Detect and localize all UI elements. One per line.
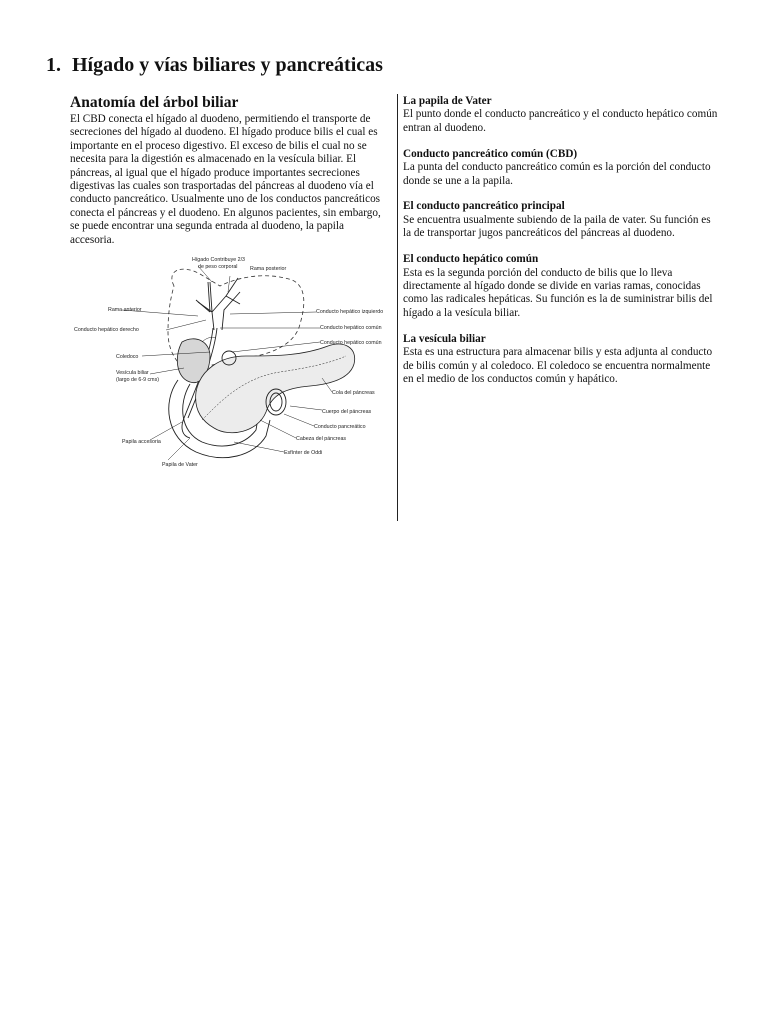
label-esfinter-oddi: Esfínter de Oddi	[284, 450, 323, 456]
label-conducto-pancreatico: Conducto pancreático	[314, 424, 366, 430]
pancreas-shape	[196, 344, 355, 433]
label-cuerpo-pancreas: Cuerpo del páncreas	[322, 409, 372, 415]
label-cola-pancreas: Cola del páncreas	[332, 390, 375, 396]
biliary-anatomy-figure	[70, 252, 386, 474]
label-cabeza-pancreas: Cabeza del páncreas	[296, 436, 347, 442]
label-higado: Hígado Contribuye 2/3	[192, 257, 246, 263]
right-column	[403, 95, 721, 399]
section-title: Hígado y vías biliares y pancreáticas	[72, 54, 383, 76]
term-vesicula-biliar	[403, 333, 721, 387]
label-conducto-hepatico-izquierdo: Conducto hepático izquierdo	[316, 309, 384, 315]
intro-paragraph: El CBD conecta el hígado al duodeno, permitiendo el transporte de secreciones del hígado al duodeno. El hígado produce bilis el cual es importante en el proceso digestivo. El exceso de bilis el cual no se necesita para la digestión es almacenado en la vesícula biliar. El páncreas, al igual que el hígado produce importantes secreciones digestivas las cuales son trasportadas del páncreas al duodeno vía el conducto pancreático. Usualmente uno de los conductos pancreáticos conecta el páncreas y el duodeno. En algunos pacientes, sin embargo, se puede encontrar una segunda entrada al duodeno, la papila accesoria.	[70, 113, 381, 246]
section-number: 1.	[46, 54, 61, 76]
label-rama-anterior: Rama anterior	[108, 307, 142, 313]
label-papila-vater: Papila de Vater	[162, 462, 198, 468]
term-title: El conducto pancreático principal	[403, 200, 565, 213]
term-title: La papila de Vater	[403, 95, 492, 107]
label-conducto-hepatico-comun: Conducto hepático común	[320, 325, 382, 331]
term-text: La punta del conducto pancreático común es la porción del conducto donde se une a la papila.	[403, 161, 711, 187]
label-papila-accesoria: Papila accesoria	[122, 439, 161, 445]
term-conducto-pancreatico-principal	[403, 200, 721, 240]
term-text: Esta es una estructura para almacenar bilis y esta adjunta al conducto de bilis común y al coledoco. El coledoco se encuentra normalmente en el medio de los conductos común y hapático.	[403, 346, 713, 385]
term-title: El conducto hepático común	[403, 253, 539, 266]
term-text: Se encuentra usualmente subiendo de la paila de vater. Su función es la de transportar jugos pancreáticos del páncreas al duodeno.	[403, 213, 711, 240]
term-title: La vesícula biliar	[403, 332, 486, 345]
term-papila-vater	[403, 95, 721, 135]
term-conducto-hepatico-comun	[403, 253, 721, 320]
label-vesicula-biliar: Vesícula biliar	[116, 370, 149, 376]
term-text: El punto donde el conducto pancreático y el conducto hepático común entran al duodeno.	[403, 108, 718, 134]
section-heading: Anatomía del árbol biliar	[70, 94, 239, 111]
label-conducto-hepatico-comun-2: Conducto hepático común	[320, 340, 382, 346]
column-divider	[397, 94, 398, 521]
term-conducto-pancreatico-comun	[403, 148, 721, 188]
label-conducto-hepatico-derecho: Conducto hepático derecho	[74, 327, 139, 333]
label-rama-posterior: Rama posterior	[250, 266, 287, 272]
page-title	[46, 54, 383, 77]
label-higado-2: de peso corporal	[198, 264, 238, 270]
left-column	[70, 94, 388, 247]
label-vesicula-largo: (largo de 6-9 cms)	[116, 377, 159, 383]
term-text: Esta es la segunda porción del conducto de bilis que lo lleva directamente al hígado donde se divide en varias ramas, conocidas como las radicales hepáticas. Su función es la de suministrar bilis del hígado a la vesícula biliar.	[403, 266, 713, 319]
label-coledoco: Coledoco	[116, 354, 139, 360]
biliary-anatomy-illustration	[70, 252, 386, 474]
term-title: Conducto pancreático común (CBD)	[403, 147, 578, 160]
